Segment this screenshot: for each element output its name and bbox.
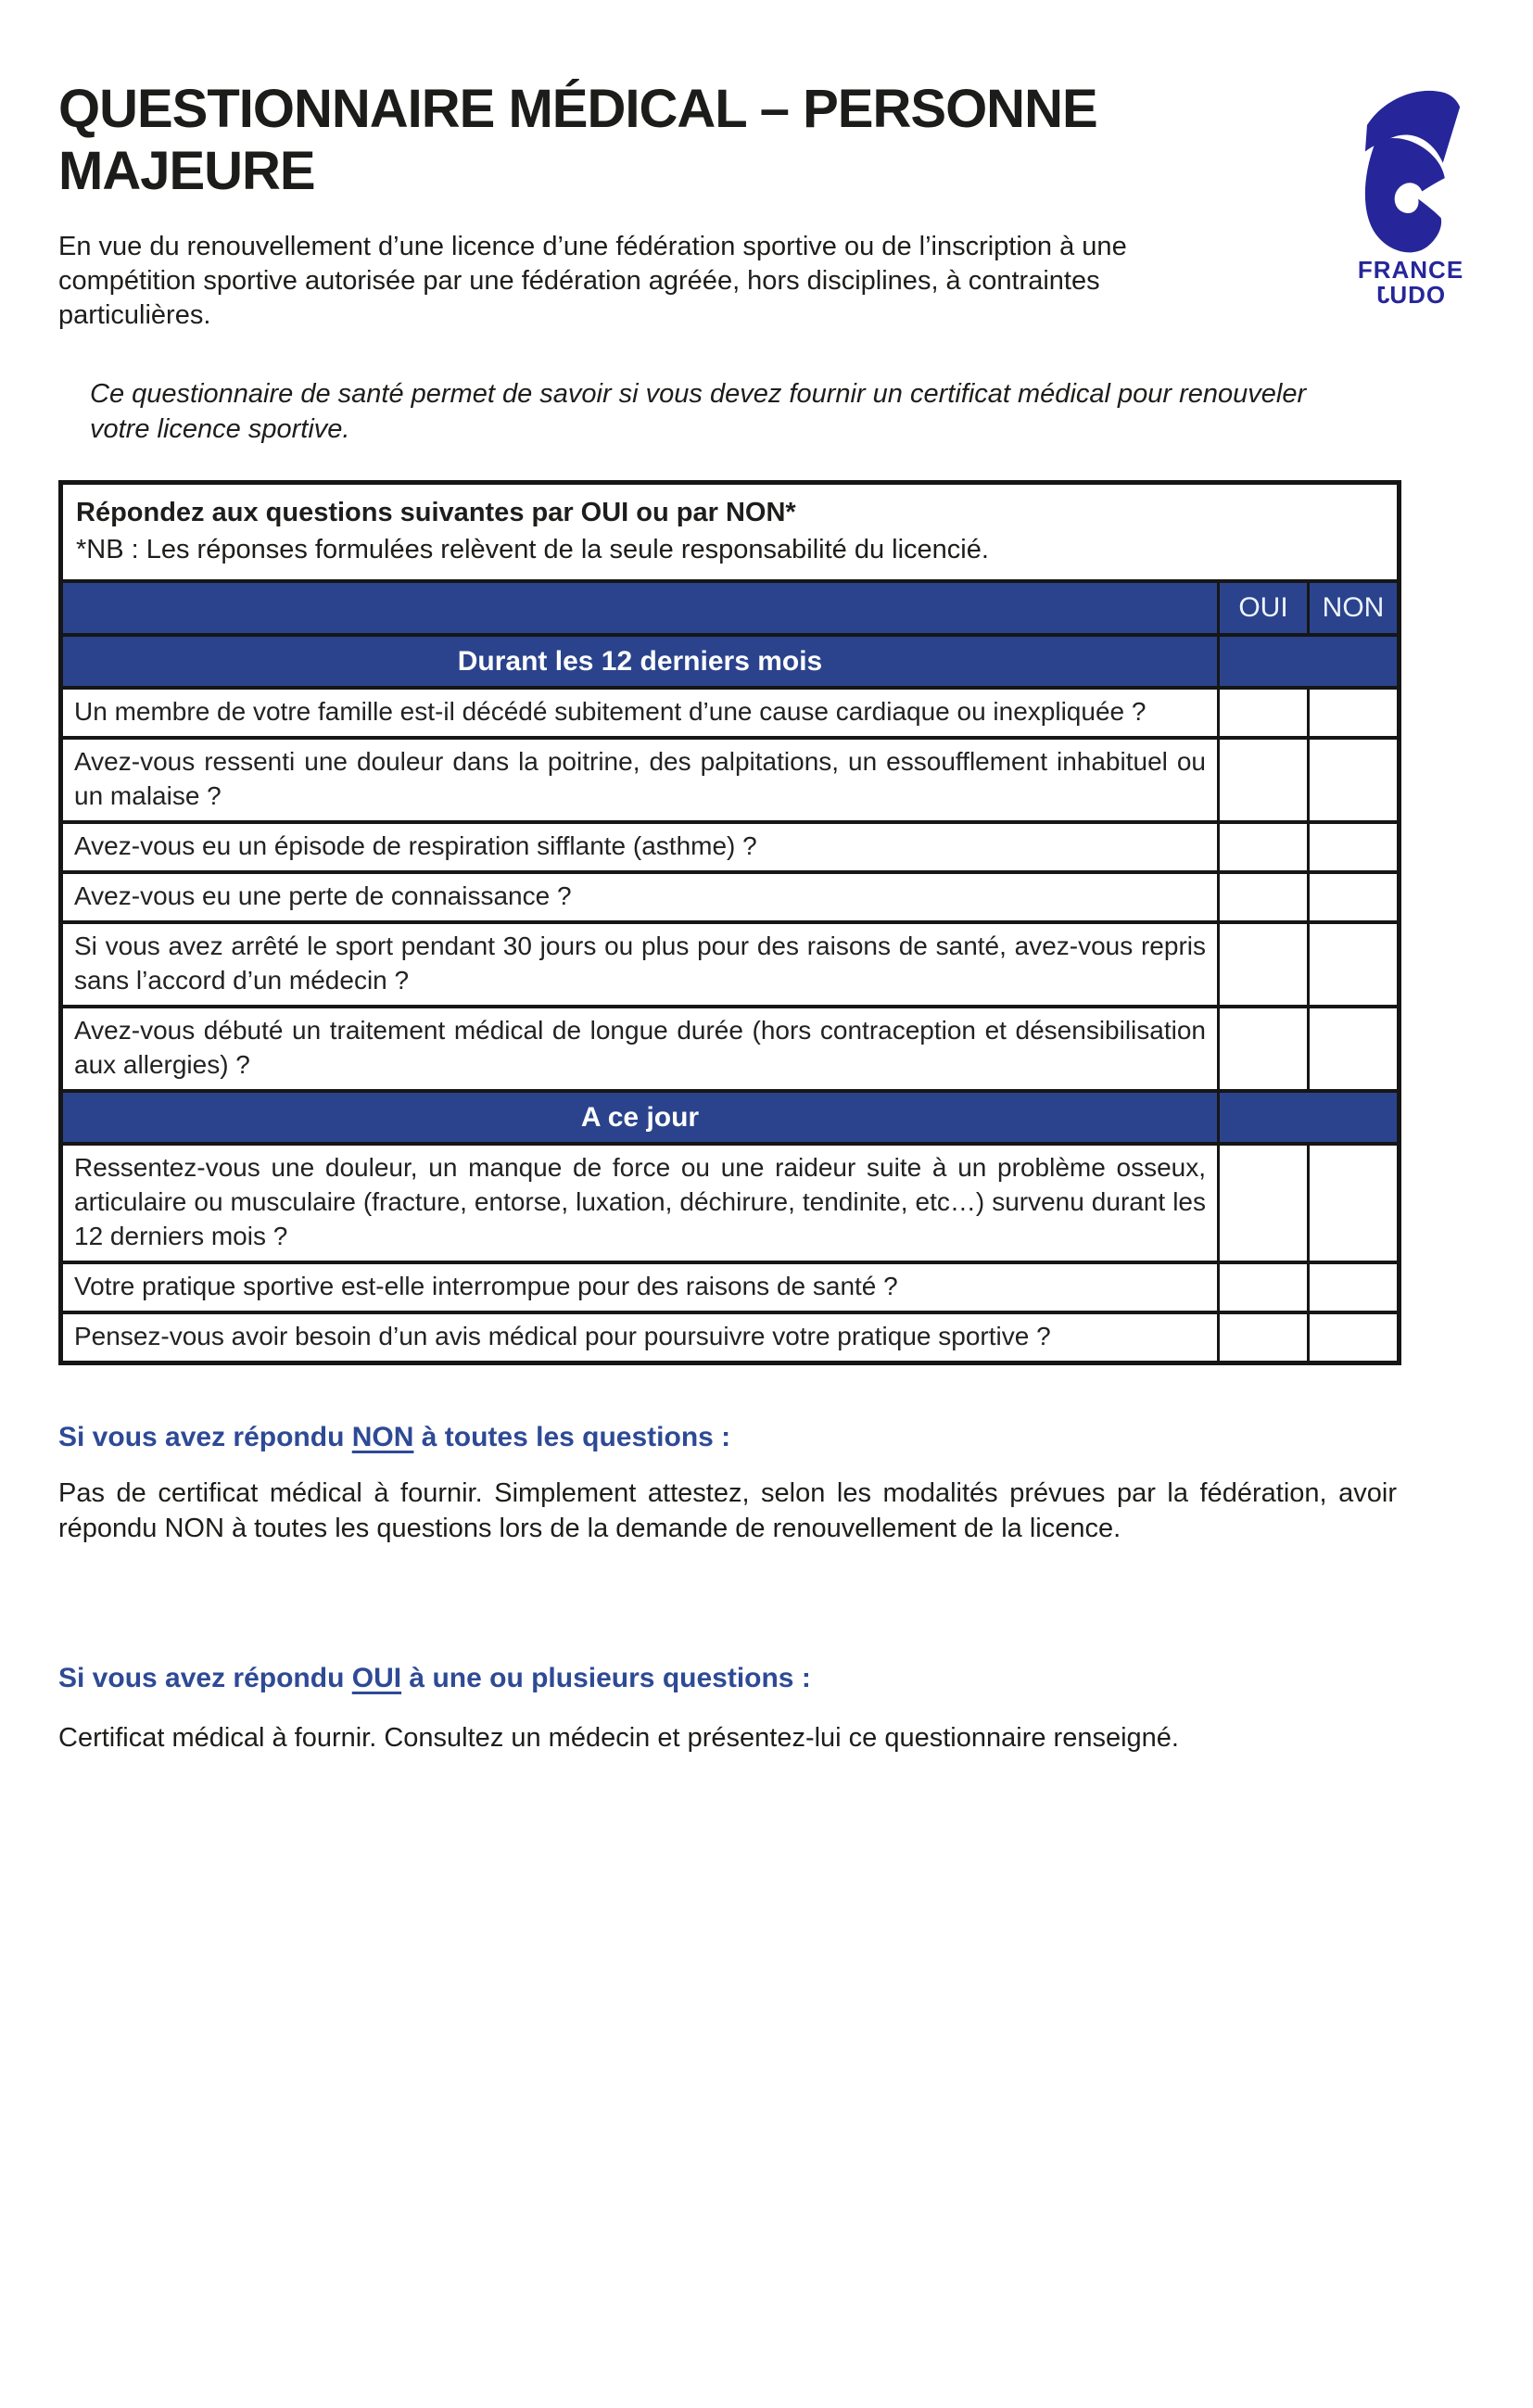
outcome-oui-prefix: Si vous avez répondu xyxy=(58,1663,352,1693)
answer-cell-q4-oui[interactable] xyxy=(1219,872,1309,922)
italic-note: Ce questionnaire de santé permet de savoir si vous devez fournir un certificat médical pour renouveler votre licence sportive. xyxy=(90,379,1307,444)
france-judo-logo xyxy=(1346,87,1476,308)
section-header-today: A ce jour xyxy=(61,1091,1219,1144)
logo-judo-j: J xyxy=(1375,281,1390,309)
logo-judo-rest: UDO xyxy=(1389,281,1447,309)
answer-cell-q9-non[interactable] xyxy=(1309,1312,1400,1363)
table-row xyxy=(61,635,1400,688)
column-header-non: NON xyxy=(1309,581,1400,635)
logo-text-judo xyxy=(1346,283,1476,308)
section-answer-band xyxy=(1219,635,1400,688)
answer-cell-q1-oui[interactable] xyxy=(1219,688,1309,738)
question-text: Un membre de votre famille est-il décédé subitement d’une cause cardiaque ou inexpliquée ? xyxy=(61,688,1219,738)
question-text: Avez-vous eu une perte de connaissance ? xyxy=(61,872,1219,922)
answer-cell-q8-oui[interactable] xyxy=(1219,1262,1309,1312)
answer-cell-q2-oui[interactable] xyxy=(1219,738,1309,822)
logo-text-france: FRANCE xyxy=(1357,256,1464,284)
outcome-non-suffix: à toutes les questions : xyxy=(413,1422,731,1452)
column-header-oui: OUI xyxy=(1219,581,1309,635)
intro-paragraph: En vue du renouvellement d’une licence d’une fédération sportive ou de l’inscription à une compétition sportive autorisée par une fédération agréée, hors disciplines, à contraintes particulières. xyxy=(58,232,1127,330)
answer-cell-q7-non[interactable] xyxy=(1309,1144,1400,1262)
table-row xyxy=(61,822,1400,872)
outcome-non-prefix: Si vous avez répondu xyxy=(58,1422,352,1452)
question-text: Ressentez-vous une douleur, un manque de force ou une raideur suite à un problème osseux, articulaire ou musculaire (fracture, entorse, luxation, déchirure, tendinite, etc…) survenu durant les 12 derniers mois ? xyxy=(61,1144,1219,1262)
question-text: Si vous avez arrêté le sport pendant 30 jours ou plus pour des raisons de santé, avez-vous repris sans l’accord d’un médecin ? xyxy=(61,922,1219,1007)
table-row xyxy=(61,1262,1400,1312)
answer-cell-q3-oui[interactable] xyxy=(1219,822,1309,872)
question-text: Avez-vous eu un épisode de respiration sifflante (asthme) ? xyxy=(61,822,1219,872)
table-row xyxy=(61,738,1400,822)
table-row xyxy=(61,1091,1400,1144)
table-row xyxy=(61,922,1400,1007)
answer-cell-q6-non[interactable] xyxy=(1309,1007,1400,1091)
section-answer-band xyxy=(1219,1091,1400,1144)
logo-text xyxy=(1346,258,1476,308)
answer-cell-q1-non[interactable] xyxy=(1309,688,1400,738)
answer-cell-q8-non[interactable] xyxy=(1309,1262,1400,1312)
table-row xyxy=(61,483,1400,582)
outcome-non-word: NON xyxy=(351,1422,414,1452)
outcome-paragraph-non: Pas de certificat médical à fournir. Simplement attestez, selon les modalités prévues par la fédération, avoir répondu NON à toutes les questions lors de la demande de renouvellement de la licence. xyxy=(58,1478,1397,1543)
answer-cell-q3-non[interactable] xyxy=(1309,822,1400,872)
answer-cell-q4-non[interactable] xyxy=(1309,872,1400,922)
instructions-cell xyxy=(61,483,1400,582)
table-row xyxy=(61,1312,1400,1363)
health-questionnaire-table xyxy=(58,480,1401,1365)
outcome-oui-suffix: à une ou plusieurs questions : xyxy=(401,1663,811,1693)
answer-cell-q9-oui[interactable] xyxy=(1219,1312,1309,1363)
page-title: QUESTIONNAIRE MÉDICAL – PERSONNE MAJEURE xyxy=(58,79,1097,201)
answer-cell-q6-oui[interactable] xyxy=(1219,1007,1309,1091)
section-header-12-months: Durant les 12 derniers mois xyxy=(61,635,1219,688)
outcome-heading-oui xyxy=(58,1663,811,1694)
table-row xyxy=(61,581,1400,635)
question-text: Pensez-vous avoir besoin d’un avis médical pour poursuivre votre pratique sportive ? xyxy=(61,1312,1219,1363)
table-row xyxy=(61,1007,1400,1091)
question-text: Avez-vous débuté un traitement médical de longue durée (hors contraception et désensibilisation aux allergies) ? xyxy=(61,1007,1219,1091)
outcome-heading-non xyxy=(58,1422,730,1453)
instruction-note: *NB : Les réponses formulées relèvent de la seule responsabilité du licencié. xyxy=(76,535,989,564)
table-row xyxy=(61,688,1400,738)
answer-cell-q5-non[interactable] xyxy=(1309,922,1400,1007)
outcome-oui-word: OUI xyxy=(351,1663,402,1693)
answer-cell-q7-oui[interactable] xyxy=(1219,1144,1309,1262)
table-row xyxy=(61,1144,1400,1262)
answer-cell-q2-non[interactable] xyxy=(1309,738,1400,822)
answer-cell-q5-oui[interactable] xyxy=(1219,922,1309,1007)
question-text: Avez-vous ressenti une douleur dans la poitrine, des palpitations, un essoufflement inhabituel ou un malaise ? xyxy=(61,738,1219,822)
table-row xyxy=(61,872,1400,922)
empty-header-cell xyxy=(61,581,1219,635)
outcome-paragraph-oui: Certificat médical à fournir. Consultez un médecin et présentez-lui ce questionnaire renseigné. xyxy=(58,1723,1179,1753)
question-text: Votre pratique sportive est-elle interrompue pour des raisons de santé ? xyxy=(61,1262,1219,1312)
judoka-logo-icon xyxy=(1361,87,1461,258)
instruction-bold: Répondez aux questions suivantes par OUI ou par NON* xyxy=(76,498,796,527)
